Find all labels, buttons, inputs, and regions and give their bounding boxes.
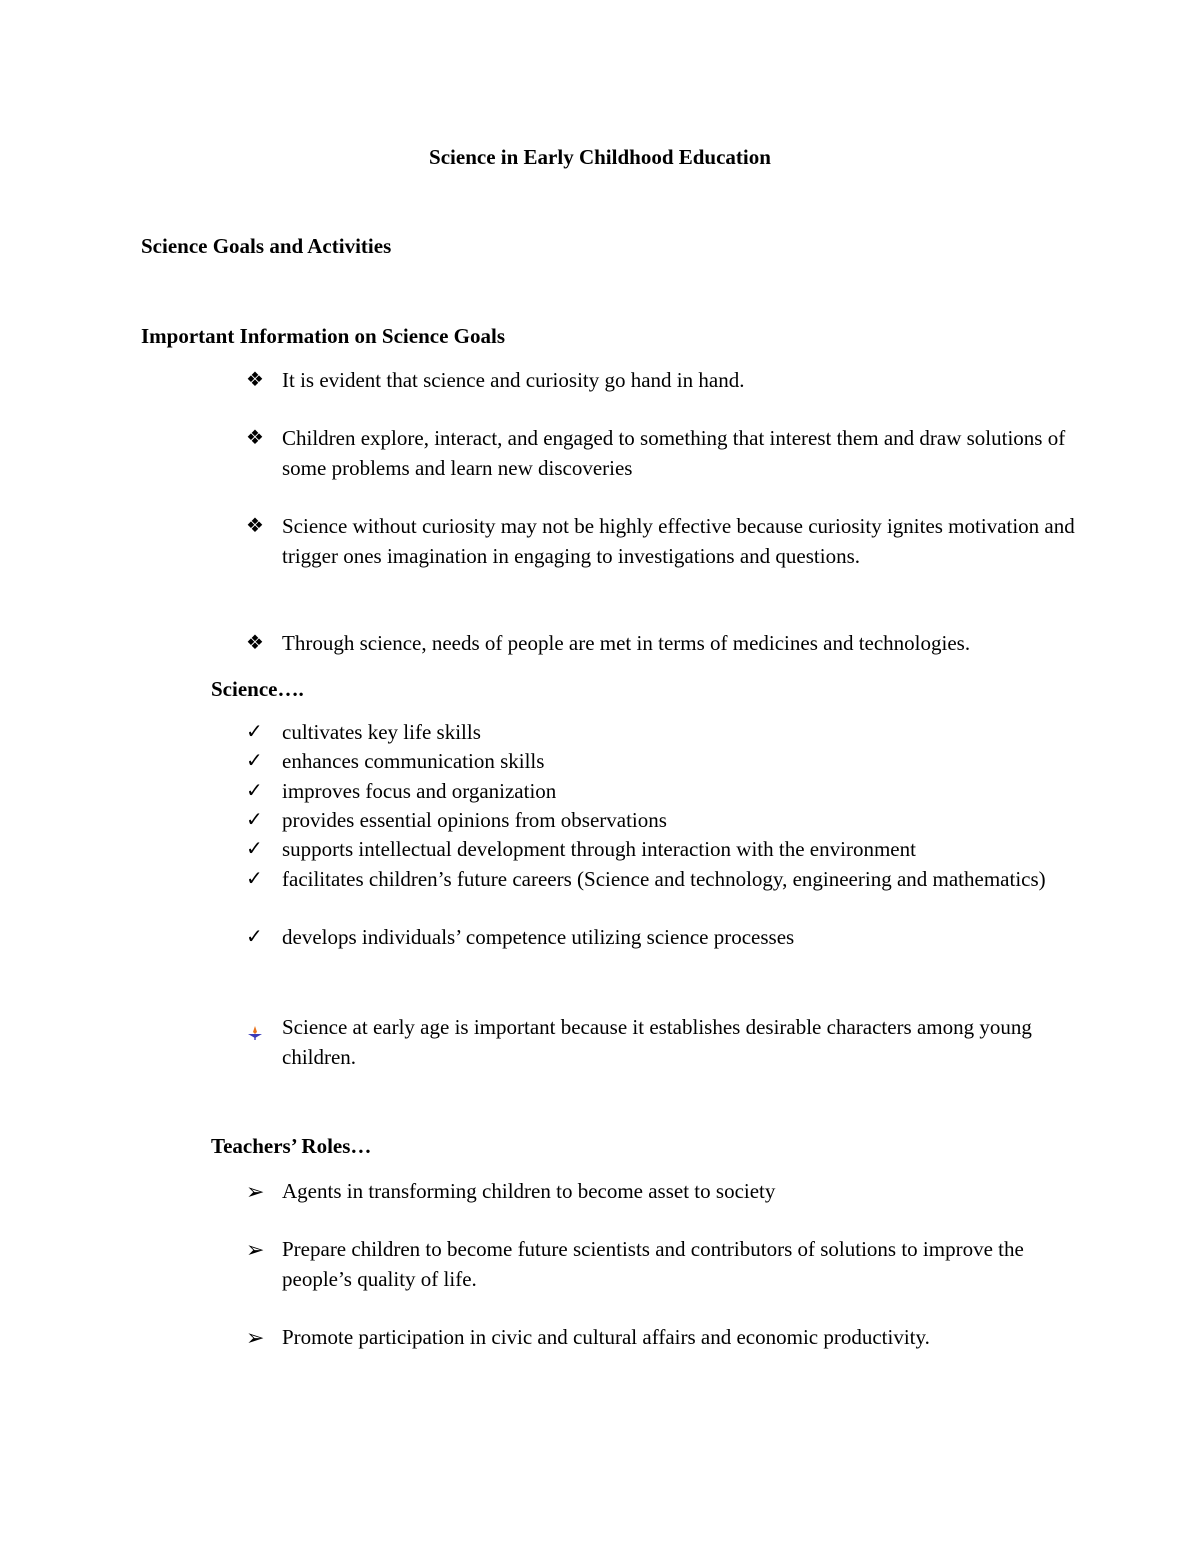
list-item-text: enhances communication skills: [282, 749, 545, 773]
arrowhead-bullet-icon: ➢: [246, 1237, 265, 1262]
list-item-text: It is evident that science and curiosity go hand in hand.: [282, 368, 745, 392]
check-mark-icon: ✓: [246, 868, 263, 890]
pushpin-bullet-icon: [246, 1013, 276, 1042]
arrowhead-bullet-icon: ➢: [246, 1325, 265, 1350]
list-item-text: develops individuals’ competence utilizing science processes: [282, 925, 795, 949]
arrowhead-bullet-icon: ➢: [246, 1179, 265, 1204]
list-item-text: Through science, needs of people are met in terms of medicines and technologies.: [282, 631, 971, 655]
science-heading: Science….: [211, 677, 304, 701]
list-item-text: facilitates children’s future careers (Science and technology, engineering and mathematics): [282, 867, 1046, 891]
list-item-text: Agents in transforming children to become asset to society: [282, 1179, 776, 1203]
list-item-text: supports intellectual development through interaction with the environment: [282, 837, 916, 861]
list-item-text: provides essential opinions from observations: [282, 808, 667, 832]
diamond-bullet-icon: ❖: [246, 515, 264, 537]
list-item-text: Promote participation in civic and cultural affairs and economic productivity.: [282, 1325, 930, 1349]
check-mark-icon: ✓: [246, 780, 263, 802]
check-mark-icon: ✓: [246, 838, 263, 860]
list-item-text: Science without curiosity may not be highly effective because curiosity ignites motivation and trigger ones imagination in engaging to investigations and questions.: [282, 514, 1075, 568]
teachers-heading: Teachers’ Roles…: [211, 1134, 372, 1158]
check-mark-icon: ✓: [246, 809, 263, 831]
document-title: Science in Early Childhood Education: [429, 145, 771, 169]
list-item-text: Prepare children to become future scientists and contributors of solutions to improve the people’s quality of life.: [282, 1237, 1024, 1291]
diamond-bullet-icon: ❖: [246, 369, 264, 391]
goals-heading: Important Information on Science Goals: [141, 324, 505, 348]
list-item-text: cultivates key life skills: [282, 720, 481, 744]
diamond-bullet-icon: ❖: [246, 632, 264, 654]
section-heading: Science Goals and Activities: [141, 234, 392, 258]
check-mark-icon: ✓: [246, 750, 263, 772]
diamond-bullet-icon: ❖: [246, 427, 264, 449]
check-mark-icon: ✓: [246, 926, 263, 948]
importance-text: Science at early age is important because it establishes desirable characters among young children.: [282, 1015, 1032, 1069]
check-mark-icon: ✓: [246, 721, 263, 743]
list-item-text: improves focus and organization: [282, 779, 557, 803]
list-item-text: Children explore, interact, and engaged to something that interest them and draw solutions of some problems and learn new discoveries: [282, 426, 1066, 480]
